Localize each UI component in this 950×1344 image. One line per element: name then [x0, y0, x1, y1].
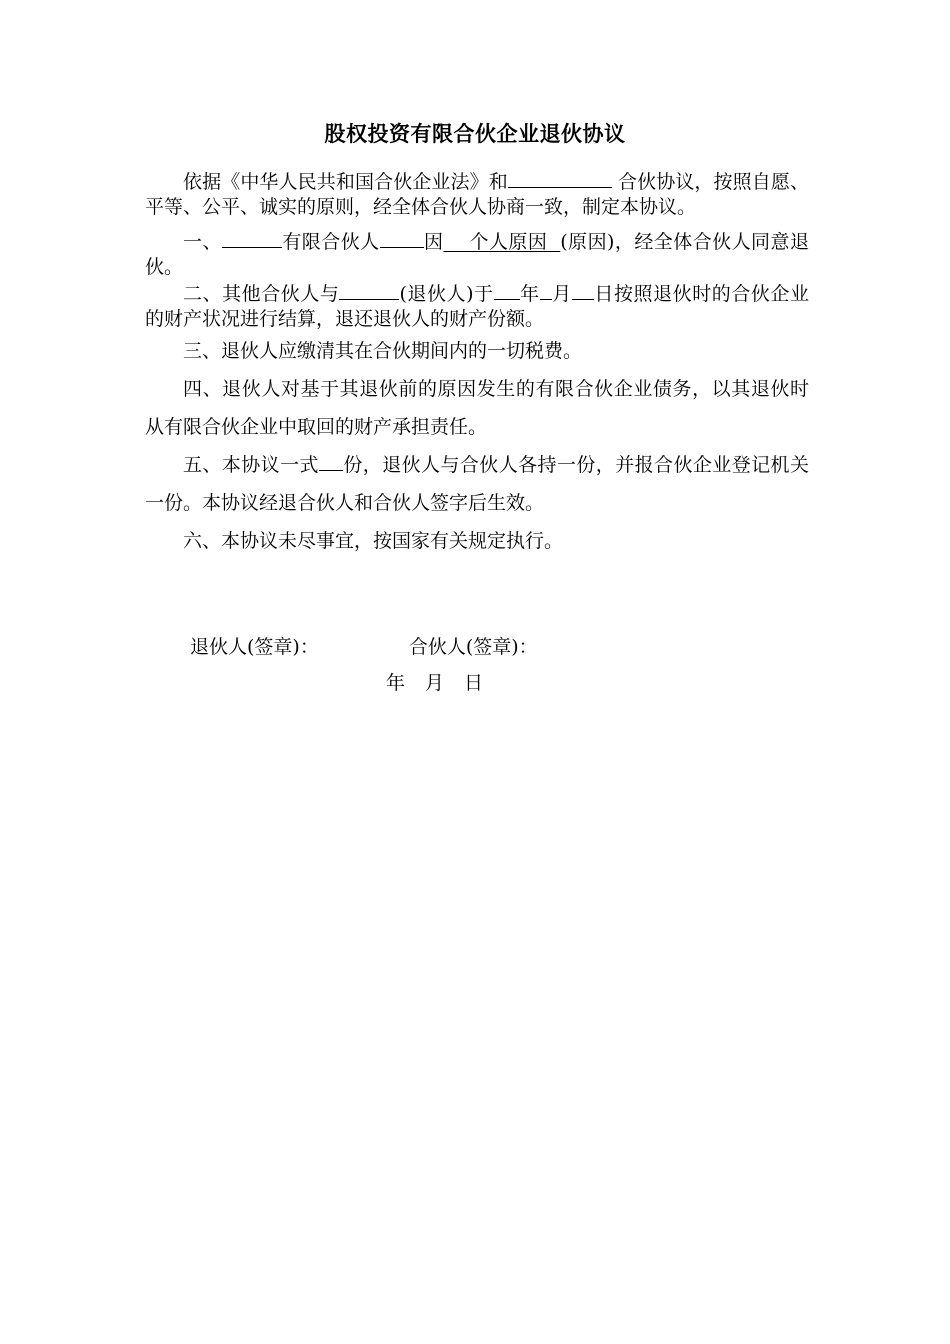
- clause-1-text-a: 有限合伙人: [281, 231, 380, 253]
- clause-1-text-c: (原因)，经全体合伙人同意退伙。: [145, 231, 809, 278]
- month-blank[interactable]: [540, 282, 552, 300]
- clause-4: 四、退伙人对基于其退伙前的原因发生的有限合伙企业债务，以其退伙时从有限合伙企业中取回的财产承担责任。: [145, 378, 809, 438]
- clause-5-prefix: 五、本协议一式: [183, 454, 319, 476]
- clause-2-text-a: (退伙人)于: [399, 283, 494, 305]
- signature-row: [190, 632, 538, 659]
- day-blank[interactable]: [572, 282, 594, 300]
- withdrawal-reason-text: 个人原因: [469, 231, 548, 253]
- clause-1-prefix: 一、: [183, 231, 222, 253]
- withdrawing-partner-blank[interactable]: [339, 282, 399, 300]
- clause-2: [145, 282, 809, 332]
- partner-name-blank[interactable]: [222, 230, 282, 248]
- clause-1-text-b: 因: [423, 231, 444, 253]
- clause-6: 六、本协议未尽事宜，按国家有关规定执行。: [183, 530, 564, 552]
- withdrawal-reason: [444, 231, 561, 253]
- limited-partner-blank[interactable]: [380, 230, 424, 248]
- withdrawing-partner-signature-label: 退伙人(签章)：: [190, 636, 319, 658]
- document-body: [145, 170, 809, 560]
- clause-2-text-b: 日按照退伙时的合伙企业的财产状况进行结算，退还退伙人的财产份额。: [145, 283, 809, 330]
- clause-3: 三、退伙人应缴清其在合伙期间内的一切税费。: [183, 340, 583, 362]
- date-day-label: 日: [464, 672, 484, 694]
- date-month-label: 月: [425, 672, 445, 694]
- clause-1: [145, 230, 809, 280]
- intro-text-start: 依据《中华人民共和国合伙企业法》和: [183, 171, 508, 193]
- partner-signature-label: 合伙人(签章)：: [408, 636, 538, 658]
- intro-text-end: 合伙协议，按照自愿、平等、公平、诚实的原则，经全体合伙人协商一致，制定本协议。: [145, 171, 809, 218]
- agreement-name-blank[interactable]: [508, 170, 612, 188]
- clause-2-year: 年: [519, 283, 540, 305]
- date-year-label: 年: [386, 672, 406, 694]
- copies-blank[interactable]: [319, 453, 343, 471]
- clause-2-month: 月: [551, 283, 572, 305]
- clause-5: [145, 446, 809, 522]
- intro-paragraph: [145, 170, 809, 220]
- document-title: 股权投资有限合伙企业退伙协议: [324, 122, 626, 146]
- clause-2-prefix: 二、其他合伙人与: [183, 283, 340, 305]
- clause-5-text-a: 份，退伙人与合伙人各持一份，并报合伙企业登记机关一份。本协议经退合伙人和合伙人签字后生效。: [145, 454, 809, 514]
- signature-date: [386, 668, 483, 695]
- year-blank[interactable]: [494, 282, 520, 300]
